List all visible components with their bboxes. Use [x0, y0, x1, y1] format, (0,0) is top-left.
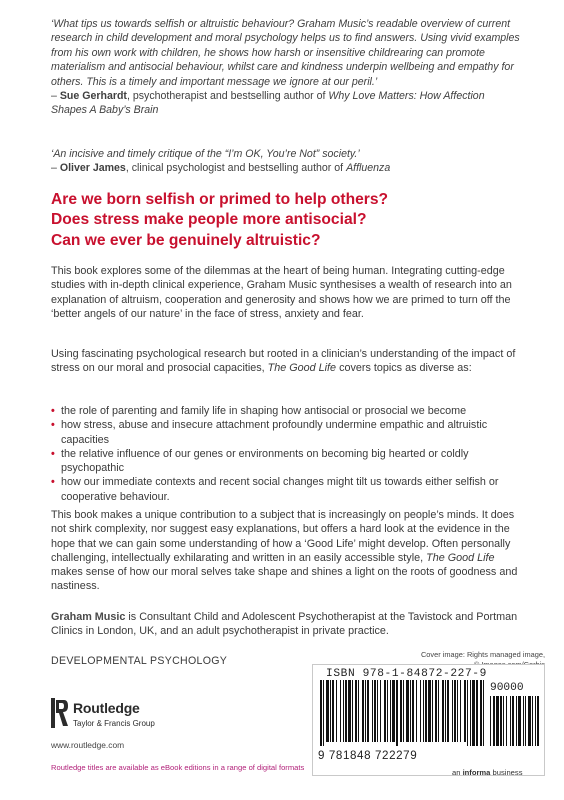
- bullet-icon: •: [51, 419, 55, 432]
- list-item: [51, 404, 519, 418]
- endorsement-quote-gerhardt: [51, 17, 521, 118]
- informa-business-mark: [452, 768, 523, 777]
- paragraph-text: This book makes a unique contribution to a subject that is increasingly on people’s minds. It does not shirk complexity, nor suggest easy explanations, but offers a hard look at the evidence in the hope that we can gain some understanding of how a ‘Good Life’ might develop. Often personally challenging, intellectually exhilarating and written in an easily accessible style,: [51, 509, 515, 564]
- publisher-website: www.routledge.com: [51, 740, 125, 750]
- list-item: [51, 447, 519, 476]
- book-title-italic: The Good Life: [426, 551, 495, 564]
- barcode-icon: [318, 680, 543, 746]
- topics-list: [51, 404, 519, 504]
- paragraph-text: Using fascinating psychological research but rooted in a clinician’s understanding of the impact of stress on our moral and prosocial capacities,: [51, 348, 516, 375]
- author-name: Graham Music: [51, 611, 126, 623]
- list-item-text: how stress, abuse and insecure attachment profoundly undermine empathic and altruistic capacities: [61, 419, 488, 446]
- informa-suffix: business: [490, 768, 523, 777]
- quote-author-book: Affluenza: [346, 162, 391, 175]
- author-bio: [51, 610, 519, 639]
- list-item-text: how our immediate contexts and recent social changes might tilt us towards either selfish or cooperative behaviour.: [61, 476, 499, 503]
- bullet-icon: •: [51, 476, 55, 489]
- informa-brand: informa: [462, 768, 491, 777]
- price-code: 90000: [490, 682, 524, 694]
- paragraph-text: makes sense of how our moral selves take shape and shines a light on the roots of goodness and nastiness.: [51, 566, 518, 593]
- publisher-logo: [51, 695, 201, 745]
- quote-text: ‘What tips us towards selfish or altruistic behaviour? Graham Music’s readable overview of current research in child development and moral psychology helps us to find answers. Using vivid examples from his own work with children, he shows how harsh or insensitive childrearing can promote materialism and antisocial behaviour, whilst care and kindness underpin wellbeing and empathy for others. This is a timely and important message we ignore at our peril.’: [51, 18, 520, 88]
- headline-question: Can we ever be genuinely altruistic?: [51, 231, 321, 249]
- informa-prefix: an: [452, 768, 463, 777]
- headline-questions: [51, 190, 521, 251]
- quote-author-name: Sue Gerhardt: [59, 90, 127, 103]
- isbn-label: ISBN 978-1-84872-227-9: [326, 668, 487, 680]
- publisher-subtitle: Taylor & Francis Group: [73, 719, 155, 728]
- quote-text: ‘An incisive and timely critique of the “I’m OK, You’re Not” society.’: [51, 148, 360, 160]
- credit-line: Cover image: Rights managed image,: [420, 650, 545, 659]
- quote-dash: –: [51, 90, 60, 103]
- list-item: [51, 475, 519, 504]
- author-bio-text: is Consultant Child and Adolescent Psychotherapist at the Tavistock and Portman Clinics in London, UK, and an adult psychotherapist in private practice.: [51, 611, 518, 638]
- list-item: [51, 418, 519, 447]
- description-paragraph-2: [51, 347, 519, 376]
- headline-question: Are we born selfish or primed to help others?: [51, 191, 389, 208]
- publisher-name: Routledge: [73, 700, 140, 716]
- subject-category: DEVELOPMENTAL PSYCHOLOGY: [51, 655, 228, 667]
- quote-author-role: , clinical psychologist and bestselling author of: [125, 162, 347, 175]
- book-title-italic: The Good Life: [267, 362, 337, 375]
- quote-author-role: , psychotherapist and bestselling author of: [126, 90, 329, 103]
- bullet-icon: •: [51, 447, 55, 460]
- description-paragraph-3: [51, 508, 519, 594]
- routledge-logo-icon: [51, 698, 69, 728]
- paragraph-text: covers topics as diverse as:: [336, 362, 472, 375]
- bullet-icon: •: [51, 405, 55, 417]
- ebook-note: Routledge titles are available as eBook editions in a range of digital formats: [51, 763, 305, 772]
- headline-question: Does stress make people more antisocial?: [51, 211, 367, 229]
- list-item-text: the relative influence of our genes or environments on becoming big hearted or coldly psychopathic: [61, 447, 469, 475]
- barcode-digits: 9 781848 722279: [318, 749, 418, 762]
- endorsement-quote-james: [51, 147, 521, 176]
- quote-author-book: Why Love Matters: How Affection Shapes A Baby’s Brain: [51, 90, 485, 117]
- quote-dash: –: [51, 162, 60, 175]
- description-paragraph-1: This book explores some of the dilemmas at the heart of being human. Integrating cutting-edge studies with in-depth clinical experience, Graham Music synthesises a wealth of research into an explanation of altruism, cooperation and generosity and shows how we are primed to turn off the ‘better angels of our nature’ in the face of stress, anxiety and fear.: [51, 265, 512, 320]
- list-item-text: the role of parenting and family life in shaping how antisocial or prosocial we become: [61, 405, 467, 417]
- quote-author-name: Oliver James: [59, 162, 126, 175]
